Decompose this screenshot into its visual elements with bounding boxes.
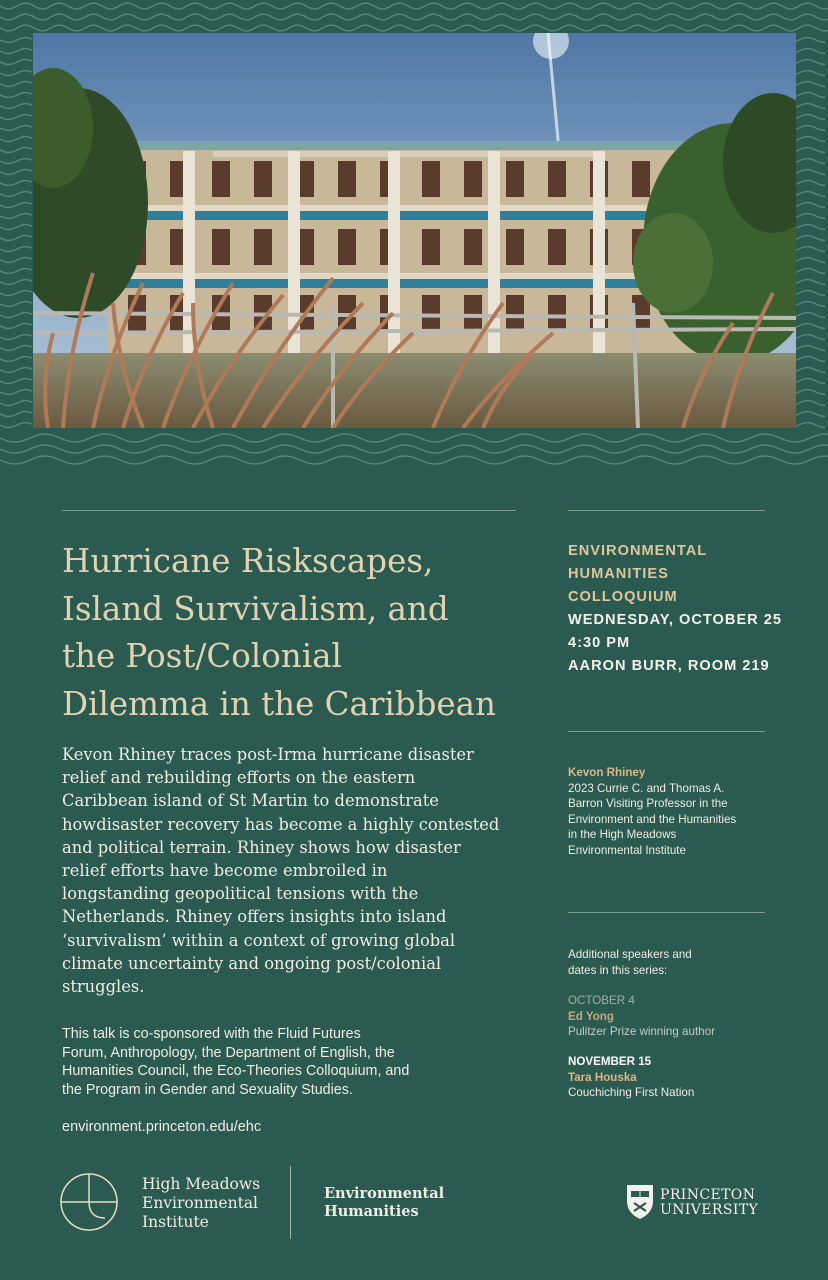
series-event [568,1054,694,1101]
event-time: 4:30 PM [568,635,631,651]
princeton-shield-icon [625,1183,655,1221]
princeton-line: PRINCETON [660,1187,756,1203]
divider-left [62,510,516,511]
wave-line [0,258,32,263]
wave-line [797,38,825,43]
wave-line [797,104,825,109]
title-line: Island Survivalism, and [62,589,449,628]
wave-line [0,291,32,296]
wave-line [797,412,825,417]
description-line: relief and rebuilding efforts on the eastern [62,768,416,788]
speaker-title-line: 2023 Currie C. and Thomas A. [568,781,725,795]
event-description [62,743,514,998]
cosponsor-note [62,1025,514,1099]
wave-line [797,390,825,395]
wave-line [0,269,32,274]
wave-line [0,82,32,87]
wave-line [0,159,32,164]
series-name-line: COLLOQUIUM [568,589,678,605]
wave-line [0,60,32,65]
wave-line [0,203,32,208]
wave-line [0,25,828,31]
wave-line [797,148,825,153]
wave-line [0,247,32,252]
speaker-title-line: Environmental Institute [568,843,686,857]
wave-line [0,14,828,20]
wave-line [797,280,825,285]
wave-line [0,181,32,186]
wave-line [0,126,32,131]
description-line: Netherlands. Rhiney offers insights into island [62,907,447,927]
wave-line [0,357,32,362]
series-name-line: ENVIRONMENTAL [568,543,708,559]
speaker-info [568,765,736,858]
speaker-title-line: in the High Meadows [568,828,677,841]
wave-line [0,148,32,153]
wave-line [797,115,825,120]
wave-line [0,170,32,175]
event-date: WEDNESDAY, OCTOBER 25 [568,612,783,628]
wave-line [797,379,825,384]
cosponsor-line: Forum, Anthropology, the Department of English, the [62,1044,395,1061]
series-event-desc: Pulitzer Prize winning author [568,1025,715,1038]
wave-line [0,115,32,120]
hmei-logo-icon [60,1173,120,1233]
wave-line [0,324,32,329]
series-event-date: OCTOBER 4 [568,994,635,1007]
divider-right-low [568,912,765,913]
speaker-title-line: Environment and the Humanities [568,812,737,826]
speaker-title-line: Barron Visiting Professor in the [568,797,728,810]
wave-line [797,313,825,318]
wave-line [0,379,32,384]
wave-line [797,236,825,241]
wave-line [797,82,825,87]
description-line: relief efforts have become embroiled in [62,861,388,881]
wave-line [0,49,32,54]
description-line: ‘survivalism’ within a context of growing global [62,930,456,950]
additional-heading [568,947,692,978]
wave-line [0,368,32,373]
eh-wordmark [324,1185,444,1221]
wave-line [0,38,32,43]
wave-line [0,390,32,395]
wave-line [797,247,825,252]
event-title [62,538,522,728]
wave-line [0,3,828,9]
event-location: AARON BURR, ROOM 219 [568,658,770,674]
wave-line [797,192,825,197]
wave-line [797,346,825,351]
wave-line [0,412,32,417]
wave-line [797,126,825,131]
wave-line [0,335,32,340]
wave-line [797,357,825,362]
eh-line: Environmental [324,1185,445,1202]
wave-line [0,214,32,219]
wave-line [0,423,32,428]
wave-line [797,181,825,186]
wave-line [797,302,825,307]
additional-heading-line: Additional speakers and [568,948,692,961]
wave-line [797,93,825,98]
wave-line [0,71,32,76]
hmei-line: High Meadows [142,1175,261,1193]
series-event [568,993,715,1040]
wave-line [0,280,32,285]
speaker-name: Kevon Rhiney [568,766,646,779]
description-line: Caribbean island of St Martin to demonstrate [62,791,439,811]
cosponsor-line: This talk is co-sponsored with the Fluid Futures [62,1026,361,1042]
wave-line [797,324,825,329]
hero-photo [33,33,796,428]
wave-line [797,225,825,230]
eh-line: Humanities [324,1203,419,1220]
cosponsor-line: the Program in Gender and Sexuality Studies. [62,1081,353,1098]
hmei-line: Environmental [142,1194,259,1212]
wave-line [797,203,825,208]
wave-line [797,159,825,164]
hmei-line: Institute [142,1213,209,1231]
wave-line [0,456,828,464]
wave-line [797,269,825,274]
wave-line [797,335,825,340]
series-event-date: NOVEMBER 15 [568,1055,652,1068]
wave-line [797,214,825,219]
wave-line [0,225,32,230]
title-line: the Post/Colonial [62,637,342,675]
footer-separator [290,1166,291,1239]
wave-line [0,346,32,351]
wave-line [797,423,825,428]
divider-right-mid [568,731,765,732]
event-url-link[interactable]: environment.princeton.edu/ehc [62,1119,262,1135]
additional-heading-line: dates in this series: [568,963,668,977]
description-line: howdisaster recovery has become a highly contested [62,814,500,834]
wave-line [0,137,32,142]
series-info [568,540,782,678]
wave-line [797,258,825,263]
wave-line [0,93,32,98]
princeton-wordmark [660,1188,758,1218]
series-event-desc: Couchiching First Nation [568,1086,695,1099]
wave-line [797,137,825,142]
description-line: and political terrain. Rhiney shows how disaster [62,837,461,857]
wave-line [0,401,32,406]
wave-line [797,401,825,406]
wave-line [0,236,32,241]
description-line: Kevon Rhiney traces post-Irma hurricane disaster [62,745,474,764]
wave-line [797,368,825,373]
series-name-line: HUMANITIES [568,566,669,582]
cosponsor-line: Humanities Council, the Eco-Theories Colloquium, and [62,1063,410,1079]
wave-line [0,445,828,453]
wave-line [0,313,32,318]
wave-line [0,192,32,197]
divider-right-top [568,510,765,511]
wave-line [0,302,32,307]
series-event-speaker: Ed Yong [568,1009,614,1023]
title-line: Dilemma in the Caribbean [62,684,496,723]
description-line: longstanding geopolitical tensions with the [62,884,419,904]
wave-line [797,60,825,65]
wave-line [0,434,828,442]
description-line: climate uncertainty and ongoing post/colonial [62,953,442,973]
hmei-wordmark [142,1175,260,1232]
description-line: struggles. [62,977,145,997]
title-line: Hurricane Riskscapes, [62,542,434,580]
princeton-line: UNIVERSITY [660,1202,759,1218]
wave-line [797,71,825,76]
wave-line [0,104,32,109]
wave-line [797,49,825,54]
wave-line [797,170,825,175]
wave-line [797,291,825,296]
series-event-speaker: Tara Houska [568,1070,637,1084]
